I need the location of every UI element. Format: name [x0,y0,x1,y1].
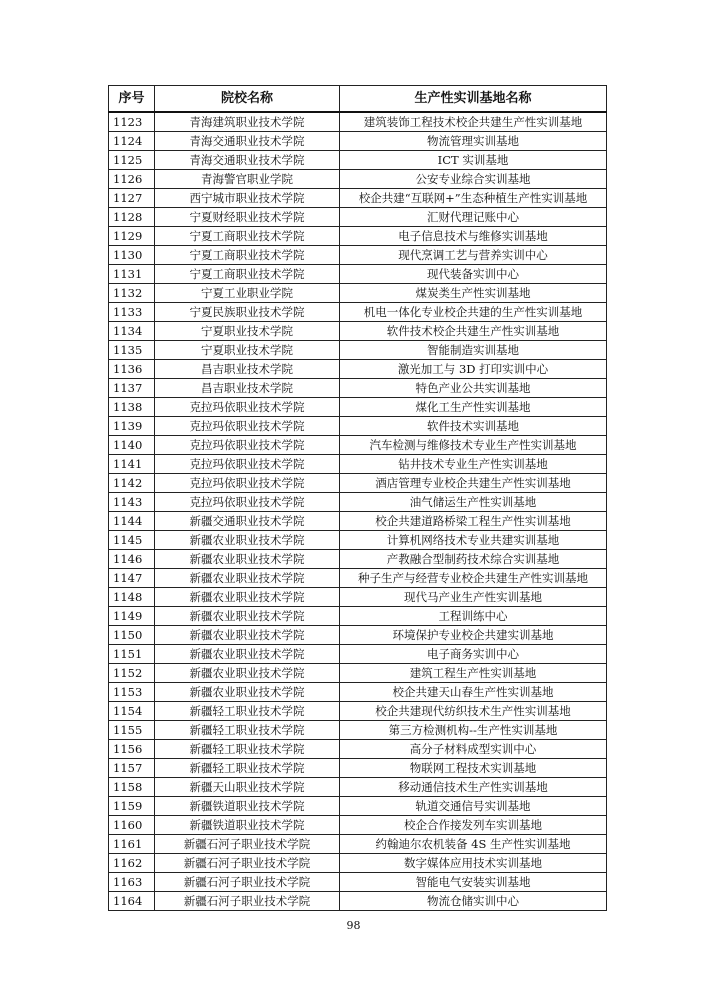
table-row [109,341,607,360]
school-name-cell: 宁夏财经职业技术学院 [155,208,340,227]
base-name-cell: 校企共建现代纺织技术生产性实训基地 [340,702,607,721]
school-name-cell: 克拉玛依职业技术学院 [155,493,340,512]
table-row [109,189,607,208]
serial-number-cell: 1150 [109,626,155,645]
base-name-cell: 校企共建“互联网+”生态种植生产性实训基地 [340,189,607,208]
table-row [109,322,607,341]
school-name-cell: 宁夏职业技术学院 [155,341,340,360]
header-school-name: 院校名称 [155,86,340,113]
serial-number-cell: 1162 [109,854,155,873]
school-name-cell: 新疆农业职业技术学院 [155,588,340,607]
table-row [109,512,607,531]
serial-number-cell: 1140 [109,436,155,455]
serial-number-cell: 1159 [109,797,155,816]
table-row [109,683,607,702]
table-row [109,417,607,436]
school-name-cell: 新疆农业职业技术学院 [155,645,340,664]
school-name-cell: 宁夏工商职业技术学院 [155,227,340,246]
serial-number-cell: 1136 [109,360,155,379]
base-name-cell: 酒店管理专业校企共建生产性实训基地 [340,474,607,493]
serial-number-cell: 1160 [109,816,155,835]
school-name-cell: 新疆轻工职业技术学院 [155,740,340,759]
base-name-cell: 煤化工生产性实训基地 [340,398,607,417]
base-name-cell: 高分子材料成型实训中心 [340,740,607,759]
base-name-cell: 公安专业综合实训基地 [340,170,607,189]
serial-number-cell: 1125 [109,151,155,170]
serial-number-cell: 1137 [109,379,155,398]
serial-number-cell: 1132 [109,284,155,303]
serial-number-cell: 1156 [109,740,155,759]
serial-number-cell: 1147 [109,569,155,588]
serial-number-cell: 1130 [109,246,155,265]
serial-number-cell: 1163 [109,873,155,892]
serial-number-cell: 1145 [109,531,155,550]
base-name-cell: 电子信息技术与维修实训基地 [340,227,607,246]
base-name-cell: 现代装备实训中心 [340,265,607,284]
school-name-cell: 宁夏工商职业技术学院 [155,246,340,265]
base-name-cell: 校企共建天山春生产性实训基地 [340,683,607,702]
base-name-cell: 校企合作接发列车实训基地 [340,816,607,835]
serial-number-cell: 1124 [109,132,155,151]
school-name-cell: 克拉玛依职业技术学院 [155,436,340,455]
table-row [109,892,607,911]
table-body [109,112,607,911]
table-row [109,265,607,284]
school-name-cell: 宁夏职业技术学院 [155,322,340,341]
table-row [109,759,607,778]
school-name-cell: 昌吉职业技术学院 [155,360,340,379]
table-row [109,360,607,379]
base-name-cell: 电子商务实训中心 [340,645,607,664]
table-row [109,645,607,664]
table-row [109,246,607,265]
serial-number-cell: 1135 [109,341,155,360]
table-row [109,607,607,626]
table-row [109,588,607,607]
school-name-cell: 克拉玛依职业技术学院 [155,474,340,493]
serial-number-cell: 1149 [109,607,155,626]
serial-number-cell: 1151 [109,645,155,664]
school-name-cell: 宁夏工业职业学院 [155,284,340,303]
school-name-cell: 新疆石河子职业技术学院 [155,873,340,892]
table-row [109,112,607,132]
serial-number-cell: 1141 [109,455,155,474]
table-row [109,797,607,816]
table-row [109,436,607,455]
school-name-cell: 新疆石河子职业技术学院 [155,892,340,911]
serial-number-cell: 1161 [109,835,155,854]
base-name-cell: 智能制造实训基地 [340,341,607,360]
school-name-cell: 新疆农业职业技术学院 [155,607,340,626]
serial-number-cell: 1153 [109,683,155,702]
school-name-cell: 克拉玛依职业技术学院 [155,455,340,474]
school-name-cell: 新疆农业职业技术学院 [155,569,340,588]
serial-number-cell: 1146 [109,550,155,569]
school-name-cell: 青海警官职业学院 [155,170,340,189]
school-name-cell: 新疆石河子职业技术学院 [155,835,340,854]
table-row [109,569,607,588]
serial-number-cell: 1164 [109,892,155,911]
table-row [109,873,607,892]
table-row [109,550,607,569]
base-name-cell: 约翰迪尔农机装备 4S 生产性实训基地 [340,835,607,854]
school-name-cell: 新疆天山职业技术学院 [155,778,340,797]
school-name-cell: 青海建筑职业技术学院 [155,112,340,132]
header-base-name: 生产性实训基地名称 [340,86,607,113]
school-name-cell: 新疆轻工职业技术学院 [155,721,340,740]
school-name-cell: 宁夏民族职业技术学院 [155,303,340,322]
serial-number-cell: 1126 [109,170,155,189]
base-name-cell: ICT 实训基地 [340,151,607,170]
serial-number-cell: 1142 [109,474,155,493]
base-name-cell: 激光加工与 3D 打印实训中心 [340,360,607,379]
table-row [109,626,607,645]
school-name-cell: 新疆铁道职业技术学院 [155,797,340,816]
serial-number-cell: 1139 [109,417,155,436]
school-name-cell: 新疆交通职业技术学院 [155,512,340,531]
base-name-cell: 特色产业公共实训基地 [340,379,607,398]
table-row [109,303,607,322]
table-row [109,835,607,854]
serial-number-cell: 1134 [109,322,155,341]
base-name-cell: 数字媒体应用技术实训基地 [340,854,607,873]
table-row [109,208,607,227]
serial-number-cell: 1158 [109,778,155,797]
table-row [109,740,607,759]
table-row [109,778,607,797]
table-row [109,493,607,512]
base-name-cell: 轨道交通信号实训基地 [340,797,607,816]
base-name-cell: 汽车检测与维修技术专业生产性实训基地 [340,436,607,455]
base-name-cell: 钻井技术专业生产性实训基地 [340,455,607,474]
serial-number-cell: 1123 [109,112,155,132]
base-name-cell: 软件技术校企共建生产性实训基地 [340,322,607,341]
table-row [109,531,607,550]
base-name-cell: 移动通信技术生产性实训基地 [340,778,607,797]
serial-number-cell: 1144 [109,512,155,531]
table-row [109,151,607,170]
school-name-cell: 新疆铁道职业技术学院 [155,816,340,835]
table-row [109,284,607,303]
base-name-cell: 校企共建道路桥梁工程生产性实训基地 [340,512,607,531]
table-row [109,474,607,493]
serial-number-cell: 1128 [109,208,155,227]
table-row [109,170,607,189]
school-name-cell: 西宁城市职业技术学院 [155,189,340,208]
school-name-cell: 新疆轻工职业技术学院 [155,759,340,778]
table-row [109,664,607,683]
table-row [109,132,607,151]
table-row [109,721,607,740]
serial-number-cell: 1143 [109,493,155,512]
base-name-cell: 物联网工程技术实训基地 [340,759,607,778]
base-name-cell: 现代马产业生产性实训基地 [340,588,607,607]
serial-number-cell: 1152 [109,664,155,683]
table-header-row [109,86,607,113]
school-name-cell: 宁夏工商职业技术学院 [155,265,340,284]
table-row [109,227,607,246]
school-name-cell: 新疆农业职业技术学院 [155,626,340,645]
base-name-cell: 物流管理实训基地 [340,132,607,151]
table-row [109,816,607,835]
table-row [109,379,607,398]
base-name-cell: 软件技术实训基地 [340,417,607,436]
school-name-cell: 新疆轻工职业技术学院 [155,702,340,721]
base-name-cell: 煤炭类生产性实训基地 [340,284,607,303]
school-name-cell: 青海交通职业技术学院 [155,151,340,170]
base-name-cell: 计算机网络技术专业共建实训基地 [340,531,607,550]
school-name-cell: 青海交通职业技术学院 [155,132,340,151]
base-name-cell: 第三方检测机构--生产性实训基地 [340,721,607,740]
page-number: 98 [346,919,361,932]
school-name-cell: 昌吉职业技术学院 [155,379,340,398]
serial-number-cell: 1131 [109,265,155,284]
school-name-cell: 新疆石河子职业技术学院 [155,854,340,873]
base-name-cell: 油气储运生产性实训基地 [340,493,607,512]
table-row [109,854,607,873]
serial-number-cell: 1155 [109,721,155,740]
serial-number-cell: 1127 [109,189,155,208]
serial-number-cell: 1154 [109,702,155,721]
base-name-cell: 工程训练中心 [340,607,607,626]
base-name-cell: 产教融合型制药技术综合实训基地 [340,550,607,569]
base-name-cell: 建筑装饰工程技术校企共建生产性实训基地 [340,112,607,132]
table-row [109,455,607,474]
table-row [109,702,607,721]
serial-number-cell: 1138 [109,398,155,417]
base-name-cell: 现代烹调工艺与营养实训中心 [340,246,607,265]
base-name-cell: 智能电气安装实训基地 [340,873,607,892]
serial-number-cell: 1157 [109,759,155,778]
serial-number-cell: 1129 [109,227,155,246]
serial-number-cell: 1133 [109,303,155,322]
school-name-cell: 克拉玛依职业技术学院 [155,417,340,436]
base-name-cell: 种子生产与经营专业校企共建生产性实训基地 [340,569,607,588]
table-row [109,398,607,417]
base-name-cell: 机电一体化专业校企共建的生产性实训基地 [340,303,607,322]
base-name-cell: 汇财代理记账中心 [340,208,607,227]
training-base-table [108,85,607,911]
base-name-cell: 环境保护专业校企共建实训基地 [340,626,607,645]
school-name-cell: 新疆农业职业技术学院 [155,531,340,550]
school-name-cell: 新疆农业职业技术学院 [155,683,340,702]
school-name-cell: 新疆农业职业技术学院 [155,664,340,683]
serial-number-cell: 1148 [109,588,155,607]
base-name-cell: 建筑工程生产性实训基地 [340,664,607,683]
header-serial-number: 序号 [109,86,155,113]
school-name-cell: 新疆农业职业技术学院 [155,550,340,569]
school-name-cell: 克拉玛依职业技术学院 [155,398,340,417]
base-name-cell: 物流仓储实训中心 [340,892,607,911]
